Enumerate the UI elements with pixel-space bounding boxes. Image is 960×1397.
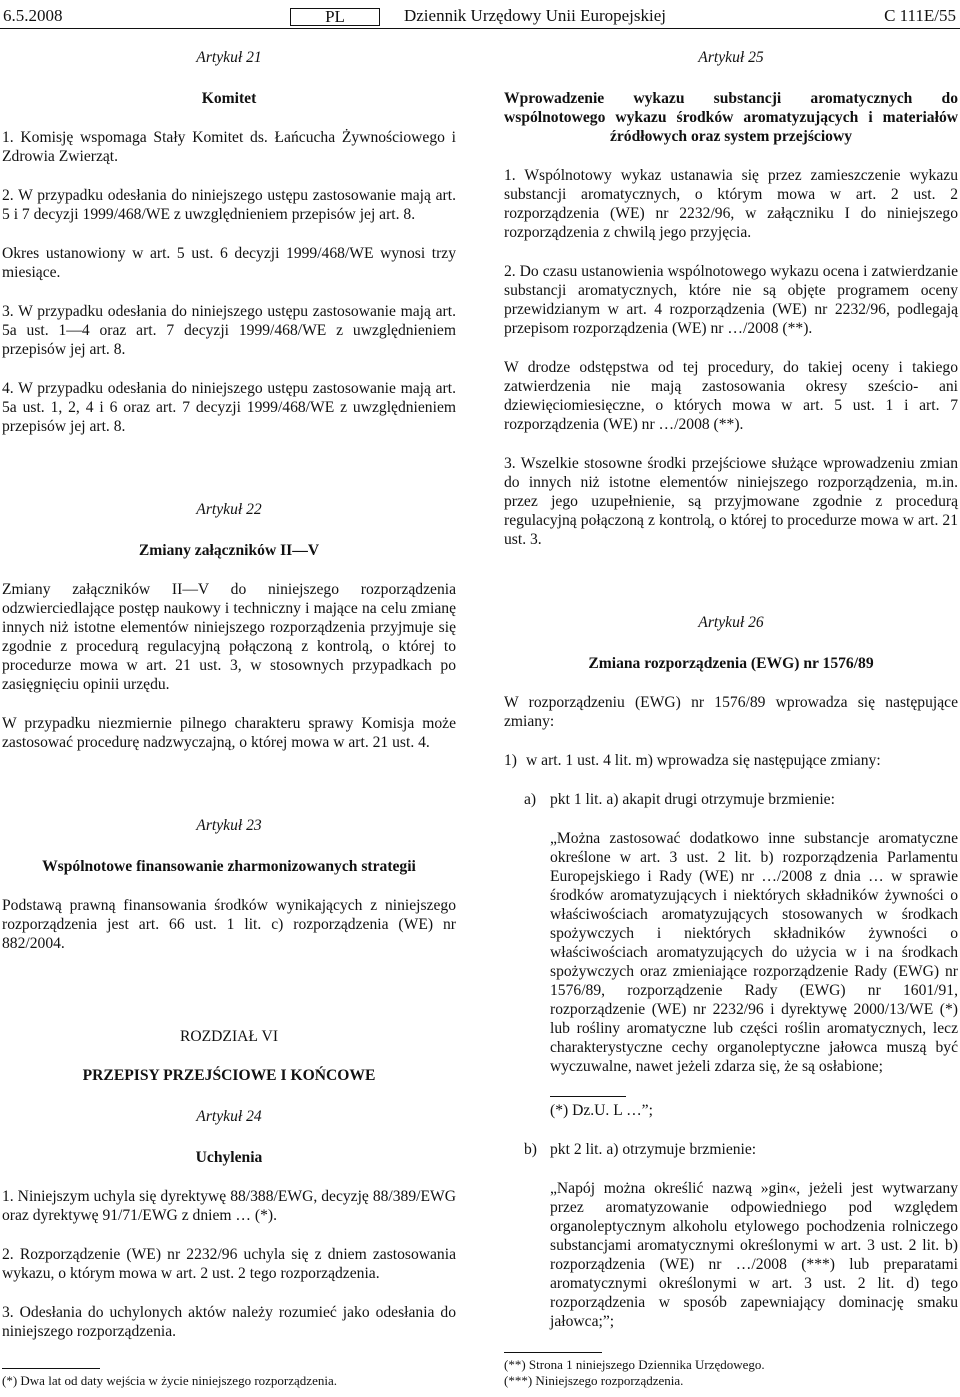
chapter-number: ROZDZIAŁ VI xyxy=(179,1028,279,1045)
article-24-para-3: 3. Odesłania do uchylonych aktów należy rozumieć jako odesłania do niniejszego rozporządzenia. xyxy=(2,1304,456,1340)
journal-reference: C 111E/55 xyxy=(884,6,956,25)
footnote-2: (**) Strona 1 niniejszego Dziennika Urzędowego. xyxy=(504,1357,765,1372)
right-footnotes xyxy=(504,1352,958,1389)
article-21-para-1: 1. Komisję wspomaga Stały Komitet ds. Łańcucha Żywnościowego i Zdrowia Zwierząt. xyxy=(2,129,456,165)
article-21-para-4: 3. W przypadku odesłania do niniejszego ustępu zastosowanie mają art. 5a ust. 1—4 oraz art. 7 decyzji 1999/468/WE z uwzględnieniem przepisów jej art. 8. xyxy=(2,303,456,358)
article-26-title: Zmiana rozporządzenia (EWG) nr 1576/89 xyxy=(588,655,874,672)
article-26-intro: W rozporządzeniu (EWG) nr 1576/89 wprowadza się następujące zmiany: xyxy=(504,694,958,730)
article-25-para-1: 1. Wspólnotowy wykaz ustanawia się przez zamieszczenie wykazu substancji aromatycznych, o którym mowa w art. 2 ust. 2 rozporządzenia (WE) nr 2232/96, w załączniku I do niniejszego rozporządzenia z chwilą jego przyjęcia. xyxy=(504,167,958,241)
sub-item-a-label: a) xyxy=(524,791,537,808)
header-rule xyxy=(0,28,960,29)
article-22-title: Zmiany załączników II—V xyxy=(138,542,320,559)
article-23-number: Artykuł 23 xyxy=(196,817,262,834)
article-22-number: Artykuł 22 xyxy=(196,501,262,518)
article-21-para-2: 2. W przypadku odesłania do niniejszego ustępu zastosowanie mają art. 5 i 7 decyzji 1999/468/WE z uwzględnieniem przepisów jej art. 8. xyxy=(2,187,456,223)
sub-item-a-text: pkt 1 lit. a) akapit drugi otrzymuje brzmienie: xyxy=(550,791,835,808)
publication-date: 6.5.2008 xyxy=(3,6,63,25)
article-23-title: Wspólnotowe finansowanie zharmonizowanych strategii xyxy=(42,858,416,875)
journal-title: Dziennik Urzędowy Unii Europejskiej xyxy=(403,6,666,25)
sub-item-b xyxy=(524,1140,958,1159)
left-column xyxy=(2,38,456,1361)
sub-item-a xyxy=(524,790,958,809)
article-24-title: Uchylenia xyxy=(195,1149,263,1166)
article-24-para-2: 2. Rozporządzenie (WE) nr 2232/96 uchyla się z dniem zastosowania wykazu, o którym mowa w art. 2 ust. 2 tego rozporządzenia. xyxy=(2,1246,456,1282)
article-25-para-4: 3. Wszelkie stosowne środki przejściowe służące wprowadzeniu zmian do innych niż istotne elementów niniejszego rozporządzenia, m.in. przez jego uzupełnienie, są przyjmowane zgodnie z procedurą regulacyjną połączoną z kontrolą, o której to procedurze mowa w art. 21 ust. 3. xyxy=(504,455,958,548)
article-26-number: Artykuł 26 xyxy=(698,614,764,631)
article-21-number: Artykuł 21 xyxy=(196,49,262,66)
article-25-para-3: W drodze odstępstwa od tej procedury, do takiej oceny i takiego zatwierdzenia nie mają zastosowania okresy sześcio- ani dziewięciomiesięczne, o których mowa w art. 5 ust. 1 i art. 7 rozporządzenia (WE) nr …/2008 (**). xyxy=(504,359,958,433)
list-item-1 xyxy=(504,751,958,770)
article-25-title: Wprowadzenie wykazu substancji aromatycznych do wspólnotowego wykazu środków aromatyzujących i materiałów źródłowych oraz system przejściowy xyxy=(504,90,958,145)
language-badge: PL xyxy=(290,8,380,26)
left-footnotes xyxy=(2,1368,456,1389)
footnote-3: (***) Niniejszego rozporządzenia. xyxy=(504,1373,684,1388)
sub-item-b-label: b) xyxy=(524,1141,537,1158)
footnote-rule-right xyxy=(504,1352,602,1353)
article-24-para-1: 1. Niniejszym uchyla się dyrektywę 88/388/EWG, decyzję 88/389/EWG oraz dyrektywę 91/71/EWG z dniem … (*). xyxy=(2,1188,456,1224)
article-21-title: Komitet xyxy=(201,90,257,107)
article-25-number: Artykuł 25 xyxy=(698,49,764,66)
article-24-number: Artykuł 24 xyxy=(196,1108,262,1125)
list-item-1-text: w art. 1 ust. 4 lit. m) wprowadza się następujące zmiany: xyxy=(526,752,881,769)
quote-a: „Można zastosować dodatkowo inne substancje aromatyczne określone w art. 3 ust. 2 lit. b) rozporządzenia Parlamentu Europejskiego i Rady (WE) nr …/2008 z dnia … w sprawie środków aromatyzujących i niektórych składników żywności o właściwościach aromatyzujących stosowanych w środkach spożywczych i niektórych składników żywności o właściwościach aromatyzujących do użycia w i na środkach spożywczych oraz zmieniające rozporządzenie Rady (EWG) nr 1576/89, rozporządzenie Rady (EWG) nr 1601/91, rozporządzenie (WE) nr 2232/96 i dyrektywę 2000/13/WE (*) lub rośliny aromatyczne lub części roślin aromatycznych, lecz charakterystyczne cechy organoleptyczne jałowca muszą być wyczuwalne, nawet jeżeli zdarza się, że są osłabione; xyxy=(550,830,958,1075)
inline-footnote-rule xyxy=(550,1096,626,1097)
list-item-1-label: 1) xyxy=(504,752,517,769)
article-22-para-1: Zmiany załączników II—V do niniejszego rozporządzenia odzwierciedlające postęp naukowy i techniczny i mające na celu zmianę innych niż istotne elementów niniejszego rozporządzenia przyjmuje się zgodnie z procedurą regulacyjną połączoną z kontrolą, o której to procedurze mowa w art. 21 ust. 3, w stosownych przypadkach po zasięgnięciu opinii urzędu. xyxy=(2,581,456,693)
page-header xyxy=(0,4,960,26)
article-22-para-2: W przypadku niezmiernie pilnego charakteru sprawy Komisja może zastosować procedurę nadzwyczajną, o której mowa w art. 21 ust. 4. xyxy=(2,715,456,751)
article-21-para-3: Okres ustanowiony w art. 5 ust. 6 decyzji 1999/468/WE wynosi trzy miesiące. xyxy=(2,245,456,281)
sub-item-b-text: pkt 2 lit. a) otrzymuje brzmienie: xyxy=(550,1141,757,1158)
inline-footnote: (*) Dz.U. L …”; xyxy=(550,1102,653,1119)
right-column xyxy=(504,38,958,1351)
article-25-para-2: 2. Do czasu ustanowienia wspólnotowego wykazu ocena i zatwierdzanie substancji aromatycznych, które nie są objęte programem oceny przewidzianym w art. 4 rozporządzenia (WE) nr 2232/96, podlegają przepisom rozporządzenia (WE) nr …/2008 (**). xyxy=(504,263,958,337)
article-23-para-1: Podstawą prawną finansowania środków wynikających z niniejszego rozporządzenia jest art. 66 ust. 1 lit. c) rozporządzenia (WE) nr 882/2004. xyxy=(2,897,456,952)
article-21-para-5: 4. W przypadku odesłania do niniejszego ustępu zastosowanie mają art. 5a ust. 1, 2, 4 i 6 oraz art. 7 decyzji 1999/468/WE z uwzględnieniem przepisów jej art. 8. xyxy=(2,380,456,435)
footnote-rule xyxy=(2,1368,100,1369)
chapter-title: PRZEPISY PRZEJŚCIOWE I KOŃCOWE xyxy=(82,1067,376,1084)
footnote-1: (*) Dwa lat od daty wejścia w życie niniejszego rozporządzenia. xyxy=(2,1373,337,1388)
quote-b: „Napój można określić nazwą »gin«, jeżeli jest wytwarzany przez aromatyzowanie odpowiedniego pod względem organoleptycznym alkoholu etylowego pochodzenia rolniczego substancjami aromatycznymi określonymi w art. 3 ust. 2 lit. b) rozporządzenia (WE) nr …/2008 (***) lub preparatami aromatycznymi określonymi w art. 3 ust. 2 lit. d) tego rozporządzenia w sposób zapewniający dominację smaku jałowca;”; xyxy=(550,1180,958,1330)
